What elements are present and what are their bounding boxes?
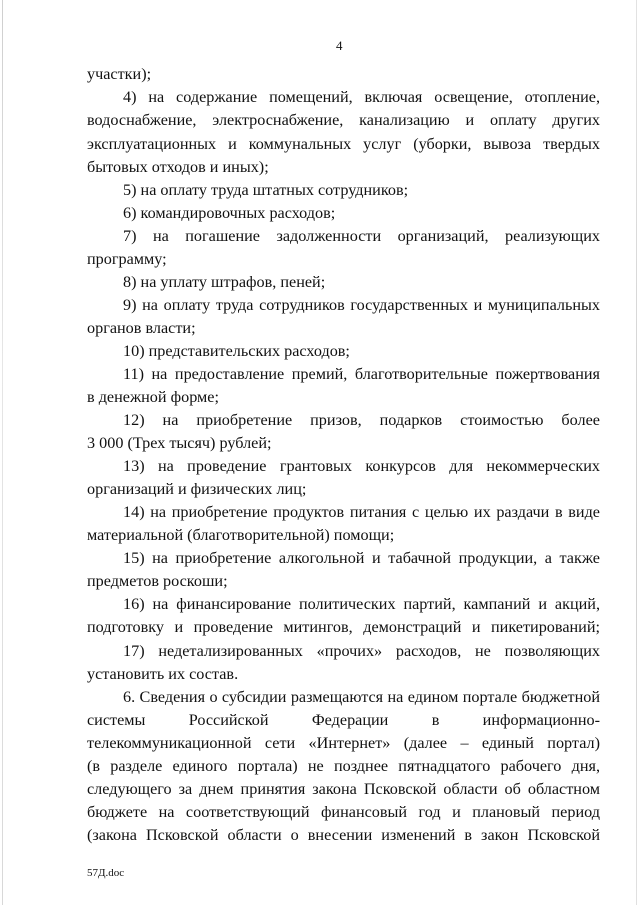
text-line: материальной (благотворительной) помощи; [87,526,395,544]
page-number: 4 [336,38,343,53]
text-line: 7) на погашение задолженности организаций, реализующих [123,227,600,245]
text-line: 16) на финансирование политических партий, кампаний и акций, [123,595,600,613]
text-line: в денежной форме; [87,388,219,406]
text-line: следующего за днем принятия закона Псковской области об областном [87,780,600,798]
text-line: водоснабжение, электроснабжение, канализацию и оплату других [87,111,600,129]
text-line: (закона Псковской области о внесении изменений в закон Псковской [87,826,600,844]
text-line: 15) на приобретение алкогольной и табачной продукции, а также [123,549,600,567]
scan-edge-right [636,0,637,905]
text-line: участки); [87,65,152,83]
text-line: 12) на приобретение призов, подарков стоимостью более [123,411,600,429]
text-line: телекоммуникационной сети «Интернет» (далее – единый портал) [87,734,600,752]
text-line: программу; [87,250,167,268]
text-line: 5) на оплату труда штатных сотрудников; [123,181,409,199]
text-line: 11) на предоставление премий, благотворительные пожертвования [123,365,600,383]
text-line: 17) недетализированных «прочих» расходов, не позволяющих [123,642,600,660]
text-line: бюджете на соответствующий финансовый год и плановый период [87,803,600,821]
text-line: 10) представительских расходов; [123,342,350,360]
text-line: 6. Сведения о субсидии размещаются на едином портале бюджетной [123,688,600,706]
text-line: предметов роскоши; [87,572,228,590]
text-line: 3 000 (Трех тысяч) рублей; [87,434,272,452]
text-line: органов власти; [87,319,196,337]
text-line: 9) на оплату труда сотрудников государственных и муниципальных [123,296,600,314]
scan-edge-left [2,0,3,905]
text-line: системы Российской Федерации в информационно- [87,711,600,729]
text-line: 6) командировочных расходов; [123,204,336,222]
text-line: 14) на приобретение продуктов питания с целью их раздачи в виде [123,503,600,521]
text-line: 8) на уплату штрафов, пеней; [123,273,326,291]
text-line: бытовых отходов и иных); [87,158,269,176]
text-line: подготовку и проведение митингов, демонстраций и пикетирований; [87,618,600,636]
text-line: организаций и физических лиц; [87,480,307,498]
text-line: (в разделе единого портала) не позднее пятнадцатого рабочего дня, [87,757,600,775]
file-name-footer: 57Д.doc [87,867,125,879]
text-line: установить их состав. [87,665,239,683]
text-line: 13) на проведение грантовых конкурсов для некоммерческих [123,457,600,475]
text-line: эксплуатационных и коммунальных услуг (уборки, вывоза твердых [87,135,600,153]
text-line: 4) на содержание помещений, включая освещение, отопление, [123,88,600,106]
